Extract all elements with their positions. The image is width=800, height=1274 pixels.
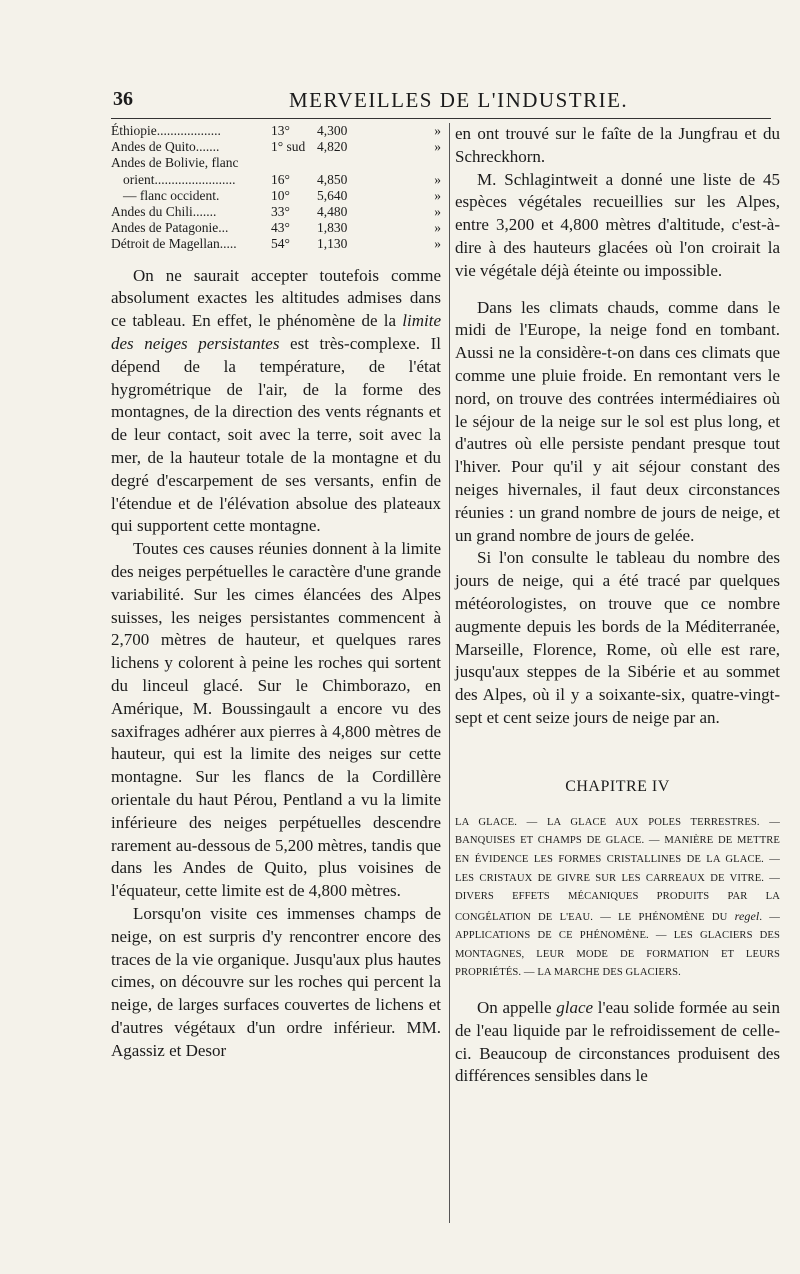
paragraph: Si l'on consulte le tableau du nombre des jours de neige, qui a été tracé par quelques météorologistes, on trouve que ce nombre augmente depuis les bords de la Méditerranée, Marseille, Florence, Rome, où elle est rare, jusqu'aux steppes de la Sibérie et au sommet des Alpes, où il y a soixante-six, quatre-vingt-sept et cent seize jours de neige par an. [455, 548, 780, 727]
table-cell-alt [317, 155, 397, 171]
left-column [111, 123, 441, 1063]
table-cell-alt: 4,820 [317, 139, 348, 155]
page-number: 36 [113, 88, 133, 110]
table-cell-mark [397, 155, 441, 171]
table-cell-place: orient........................ [123, 171, 236, 187]
paragraph: Toutes ces causes réunies donnent à la limite des neiges perpétuelles le caractère d'une grande variabilité. Sur les cimes élancées des Alpes suisses, les neiges persistantes commencent à 2,700 mètres de hauteur, et quelques rares lichens y colorent à peine les roches qui sortent du linceul glacé. Sur le Chimborazo, en Amérique, M. Boussingault a encore vu des saxifrages adhérer aux pierres à 4,800 mètres de hauteur, qui est la limite des neiges sur cette montagne. Sur les flancs de la Cordillère orientale du haut Pérou, Pentland a vu la limite inférieure des neiges perpétuelles descendre rarement au-dessous de 5,200 mètres, tandis que dans les Andes de Quito, plus voisines de l'équateur, cette limite est de 4,800 mètres. [111, 539, 441, 901]
table-cell-mark: » [434, 139, 441, 155]
table-row [111, 172, 441, 188]
paragraph: M. Schlagintweit a donné une liste de 45 espèces végétales recueillies sur les Alpes, entre 3,200 et 4,800 mètres d'altitude, c'est-à-dire à des hauteurs glacées où l'on croirait la vie végétale déjà éteinte ou impossible. [455, 169, 780, 280]
table-cell-lat: 13° [271, 123, 290, 138]
emphasis: glace [556, 998, 594, 1018]
table-row [111, 236, 441, 252]
table-cell-lat: 43° [271, 220, 290, 236]
table-row [111, 155, 441, 171]
header-rule [111, 118, 771, 119]
table-cell-lat [271, 155, 317, 171]
chapter-title: CHAPITRE IV [565, 777, 670, 795]
table-cell-alt: 4,480 [317, 204, 348, 220]
emphasis: regel [734, 908, 760, 923]
table-cell-alt: 1,830 [317, 220, 348, 236]
table-row [111, 220, 441, 236]
paragraph: On appelle glace l'eau solide formée au sein de l'eau liquide par le refroidissement de celle-ci. Beaucoup de circonstances produisent des différences sensibles dans le [455, 998, 780, 1086]
table-row [111, 123, 441, 139]
table-cell-lat: 10° [271, 187, 290, 203]
chapter-summary: LA GLACE. — LA GLACE AUX POLES TERRESTRES. — BANQUISES ET CHAMPS DE GLACE. — MANIÈRE DE METTRE EN ÉVIDENCE LES FORMES CRISTALLINES DE LA GLACE. — LES CRISTAUX DE GIVRE SUR LES CARREAUX DE VITRE. — DIVERS EFFETS MÉCANIQUES PRODUITS PAR LA CONGÉLATION DE L'EAU. — LE PHÉNOMÈNE DU regel. — APPLICATIONS DE CE PHÉNOMÈNE. — LES GLACIERS DES MONTAGNES, LEUR MODE DE FORMATION ET LEURS PROPRIÉTÉS. — LA MARCHE DES GLACIERS. [455, 816, 780, 979]
paragraph: Lorsqu'on visite ces immenses champs de neige, on est surpris d'y rencontrer encore des traces de la vie organique. Jusqu'aux plus hautes cimes, on découvre sur les roches qui percent la neige, de larges surfaces couvertes de lichens et d'autres végétaux d'un ordre inférieur. MM. Agassiz et Desor [111, 903, 441, 1060]
page-header [111, 88, 711, 116]
table-row [111, 139, 441, 155]
paragraph: Dans les climats chauds, comme dans le midi de l'Europe, la neige fond en tombant. Aussi ne la considère-t-on dans ces climats que comme une pluie froide. En remontant vers le nord, on trouve des contrées intermédiaires où le séjour de la neige sur le sol est plus long, et d'autres où elle persiste pendant presque tout l'hiver. Pour qu'il y ait séjour constant des neiges hivernales, il faut deux circonstances réunies : un grand nombre de jours de neige, et un grand nombre de jours de gelée. [455, 297, 780, 545]
table-row [111, 188, 441, 204]
table-cell-place: Détroit de Magellan..... [111, 236, 237, 252]
table-cell-lat: 33° [271, 204, 290, 220]
table-cell-lat: 1° sud [271, 139, 306, 155]
table-row [111, 204, 441, 220]
table-cell-lat: 54° [271, 236, 290, 252]
table-cell-mark: » [434, 187, 441, 203]
table-cell-place: Andes de Bolivie, flanc [111, 155, 239, 171]
table-cell-place: Andes du Chili....... [111, 204, 217, 220]
table-cell-mark: » [434, 123, 441, 138]
table-cell-alt: 4,300 [317, 123, 348, 138]
table-cell-mark: » [434, 171, 441, 187]
table-cell-lat: 16° [271, 171, 290, 187]
table-cell-place: — flanc occident. [123, 187, 220, 203]
running-title: MERVEILLES DE L'INDUSTRIE. [289, 88, 629, 112]
table-cell-alt: 5,640 [317, 187, 348, 203]
altitude-table [111, 123, 441, 253]
table-cell-alt: 4,850 [317, 171, 348, 187]
table-cell-mark: » [434, 220, 441, 236]
table-cell-alt: 1,130 [317, 236, 348, 252]
table-cell-place: Andes de Patagonie... [111, 220, 229, 236]
paragraph: On ne saurait accepter toutefois comme absolument exactes les altitudes admises dans ce tableau. En effet, le phénomène de la limite des neiges persistantes est très-complexe. Il dépend de la température, de l'état hygrométrique de l'air, de la forme des montagnes, de la direction des vents régnants et de leur contact, soit avec la terre, soit avec la mer, de la hauteur totale de la montagne et du degré d'escarpement de ses versants, enfin de l'étendue et de l'élévation absolue des plateaux qui supportent cette montagne. [111, 265, 441, 536]
table-cell-place: Andes de Quito....... [111, 139, 220, 155]
table-cell-place: Éthiopie................... [111, 123, 221, 138]
emphasis: limite des neiges persistantes [111, 311, 441, 354]
table-cell-mark: » [434, 204, 441, 220]
table-cell-mark: » [434, 236, 441, 252]
right-column [455, 123, 780, 1088]
column-divider [449, 123, 450, 1223]
paragraph: en ont trouvé sur le faîte de la Jungfrau et du Schreckhorn. [455, 124, 780, 166]
